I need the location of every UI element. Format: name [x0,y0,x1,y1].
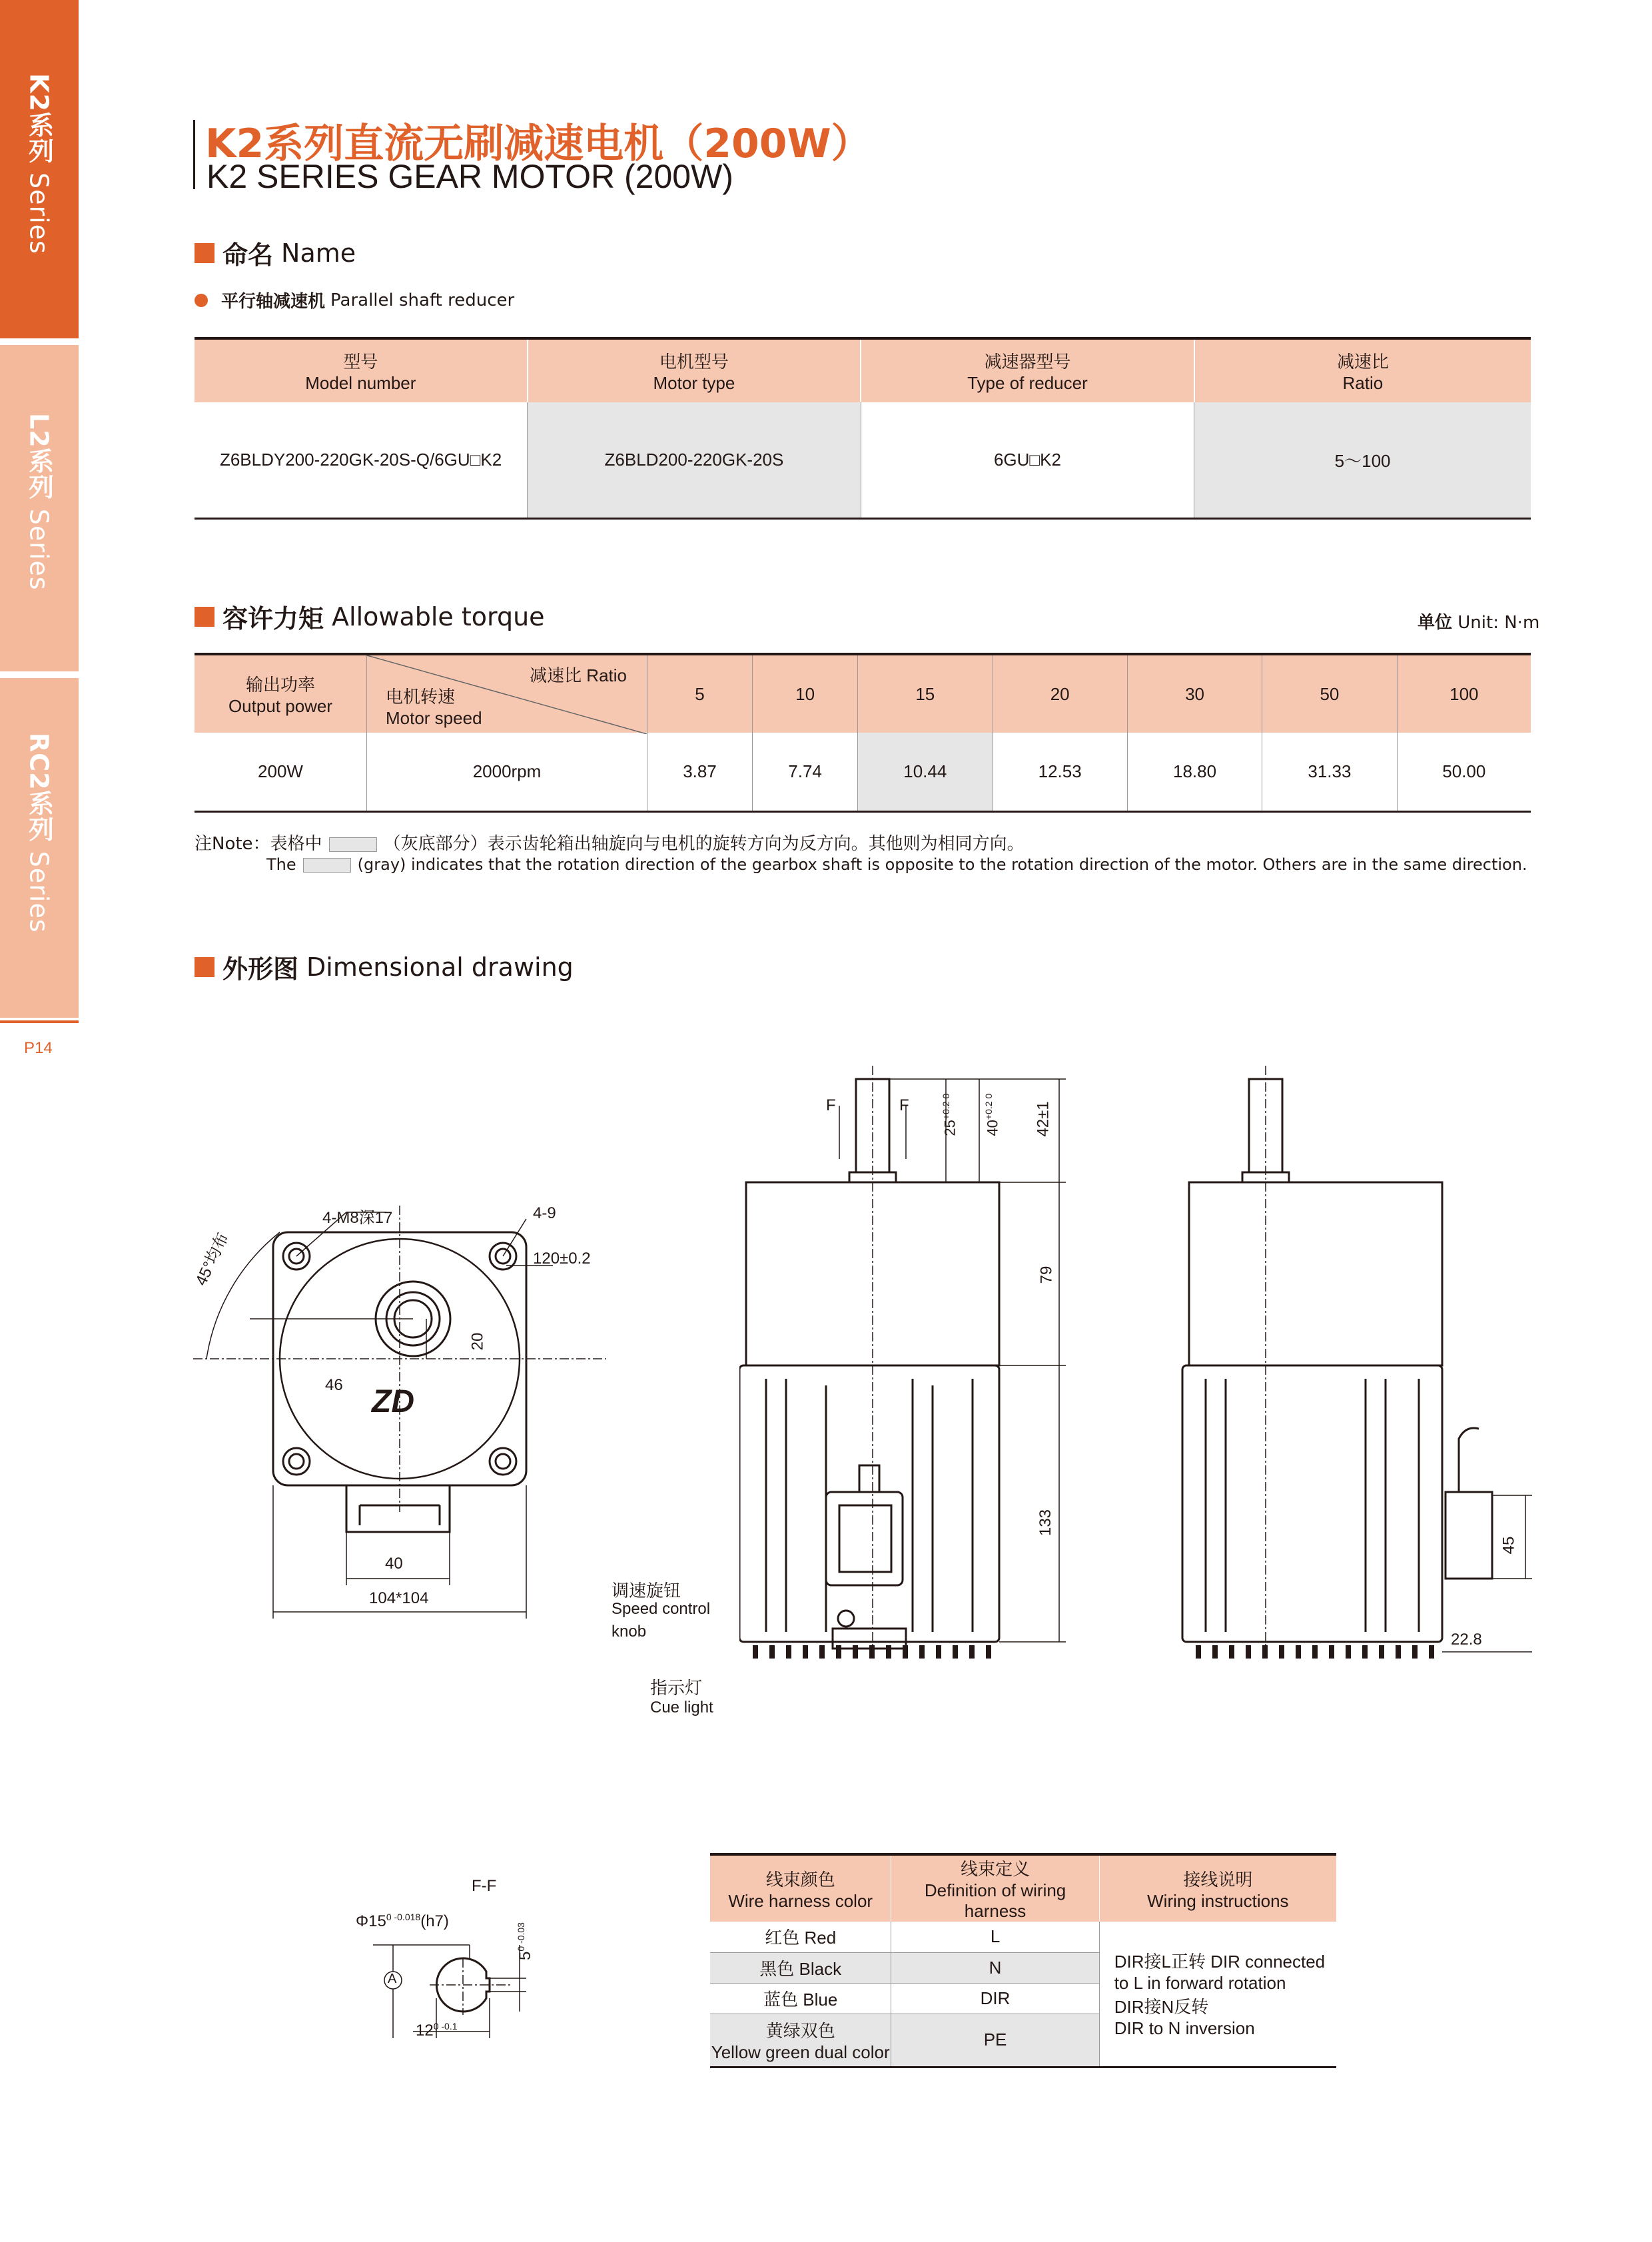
th-ratio-30: 30 [1127,654,1262,733]
dim-79: 79 [1037,1266,1056,1284]
th-ratio-100: 100 [1449,683,1479,704]
section-square-icon [195,957,214,977]
dim-holes: 4-9 [533,1204,556,1222]
cell-torque-30: 18.80 [1127,733,1262,811]
page-title-en: K2 SERIES GEAR MOTOR (200W) [206,158,733,195]
page-title-cn: K2系列直流无刷减速电机（200W） [205,121,871,167]
label-ff: F-F [472,1877,497,1895]
name-table [195,337,1531,520]
th-ratio-50: 50 [1262,654,1397,733]
bullet-dot-icon [195,294,208,307]
label-knob-en1: Speed control [612,1600,711,1618]
section-heading-drawing: 外形图 Dimensional drawing [195,948,574,985]
th-ratio: 减速比 Ratio [1336,352,1389,393]
dim-5: $5^{0 -0.03}$ [515,1922,534,1960]
dim-133: 133 [1036,1509,1055,1537]
th-motor: 电机型号 Motor type [528,338,861,402]
wiring-table [710,1853,1336,2068]
dim-40: 40 [385,1555,403,1573]
label-knob-cn: 调速旋钮 [612,1581,681,1601]
cell-def-n: N [891,1952,1099,1983]
cell-speed: 2000rpm [367,733,647,811]
cell-wire-red: 红色 Red [710,1922,891,1952]
cell-def-l: L [891,1922,1099,1952]
cell-instructions: DIR接L正转 DIR connected to L in forward rotation DIR接N反转 DIR to N inversion [1114,1952,1326,2039]
torque-table-row [195,733,1531,811]
dim-angle: 45°均布 [192,1230,232,1289]
cell-torque-20: 12.53 [993,733,1127,811]
dim-f-right: F [899,1096,909,1114]
dim-40-shaft: $40^{+0.2 0}$ [983,1093,1001,1136]
label-a: A [388,1972,397,1986]
cell-torque-50: 31.33 [1262,733,1397,811]
title-bar [193,120,195,189]
sidebar-tab-l2-label: L2系列 Series [24,413,54,591]
sidebar-tab-rc2-label: RC2系列 Series [24,733,54,933]
th-wire-instr: 接线说明 Wiring instructions [1147,1869,1289,1911]
dim-104: 104*104 [369,1589,429,1607]
th-ratio-10: 10 [753,654,858,733]
cell-def-pe: PE [891,2014,1099,2067]
dim-22-8: 22.8 [1451,1631,1482,1649]
note-en: The (gray) indicates that the rotation direction of the gearbox shaft is opposite to the rotation direction of the motor. Others are in the same direction. [266,855,1527,874]
cell-torque-15: 10.44 [858,733,993,811]
side-view-drawing [739,1066,1112,1679]
th-ratio-speed: 减速比 Ratio 电机转速 Motor speed [367,654,647,733]
dim-46: 46 [325,1376,343,1394]
name-table-header [195,338,1531,402]
dim-42: 42±1 [1034,1101,1052,1137]
th-ratio-15: 15 [858,654,993,733]
th-wire-color: 线束颜色 Wire harness color [710,1854,891,1922]
cell-torque-5: 3.87 [647,733,753,811]
torque-table [195,653,1531,813]
dim-25: $25^{+0.2 0}$ [941,1093,959,1136]
cell-reducer: 6GU□K2 [861,402,1194,518]
bullet-parallel-shaft: 平行轴减速机 Parallel shaft reducer [195,288,514,312]
cell-wire-black: 黑色 Black [710,1952,891,1983]
th-power: 输出功率 Output power [195,654,367,733]
unit-label: 单位 Unit: N·m [1418,613,1540,633]
wiring-row-red [710,1922,1336,1952]
label-light-en: Cue light [650,1698,713,1716]
wiring-table-header [710,1854,1336,1922]
th-reducer: 减速器型号 Type of reducer [861,338,1194,402]
sidebar-divider [0,1020,79,1023]
gray-swatch [329,837,377,852]
label-light-cn: 指示灯 [650,1678,703,1698]
cell-model: Z6BLDY200-220GK-20S-Q/6GU□K2 [195,402,528,518]
cell-ratio: 5～100 [1194,402,1531,518]
dim-pcd: 120±0.2 [533,1250,591,1268]
section-heading-torque: 容许力矩 Allowable torque [195,598,545,635]
torque-table-header [195,654,1531,733]
name-table-row [195,402,1531,518]
cell-wire-blue: 蓝色 Blue [710,1983,891,2014]
cell-def-dir: DIR [891,1983,1099,2014]
gray-swatch [303,858,351,873]
section-square-icon [195,607,214,627]
cell-power: 200W [195,733,367,811]
right-view-drawing [1179,1066,1552,1679]
dim-12: $12^{0 -0.1}$ [416,2021,458,2040]
th-ratio-20: 20 [993,654,1127,733]
dim-f-left: F [826,1096,836,1114]
label-knob-en2: knob [612,1623,647,1641]
note-cn: 注Note：表格中 （灰底部分）表示齿轮箱出轴旋向与电机的旋转方向为反方向。其他则为相同方向。 [195,834,1025,854]
zd-logo: ZD [372,1384,414,1419]
dim-m8: 4-M8深17 [322,1209,393,1227]
cell-wire-pe: 黄绿双色 Yellow green dual color [710,2014,891,2067]
page-number: P14 [24,1039,53,1057]
section-square-icon [195,243,214,263]
cell-torque-100: 50.00 [1442,761,1486,781]
cell-motor: Z6BLD200-220GK-20S [528,402,861,518]
th-ratio-5: 5 [647,654,753,733]
dim-20: 20 [468,1332,487,1351]
section-heading-name: 命名 Name [195,234,356,271]
dim-45: 45 [1499,1536,1518,1555]
th-model: 型号 Model number [195,338,528,402]
dim-phi15: $\Phi 15^{0 -0.018}(h7)$ [356,1912,449,1930]
cell-torque-10: 7.74 [753,733,858,811]
th-wire-def: 线束定义 Definition of wiring harness [891,1854,1099,1922]
sidebar-tab-k2-label: K2系列 Series [24,73,54,254]
